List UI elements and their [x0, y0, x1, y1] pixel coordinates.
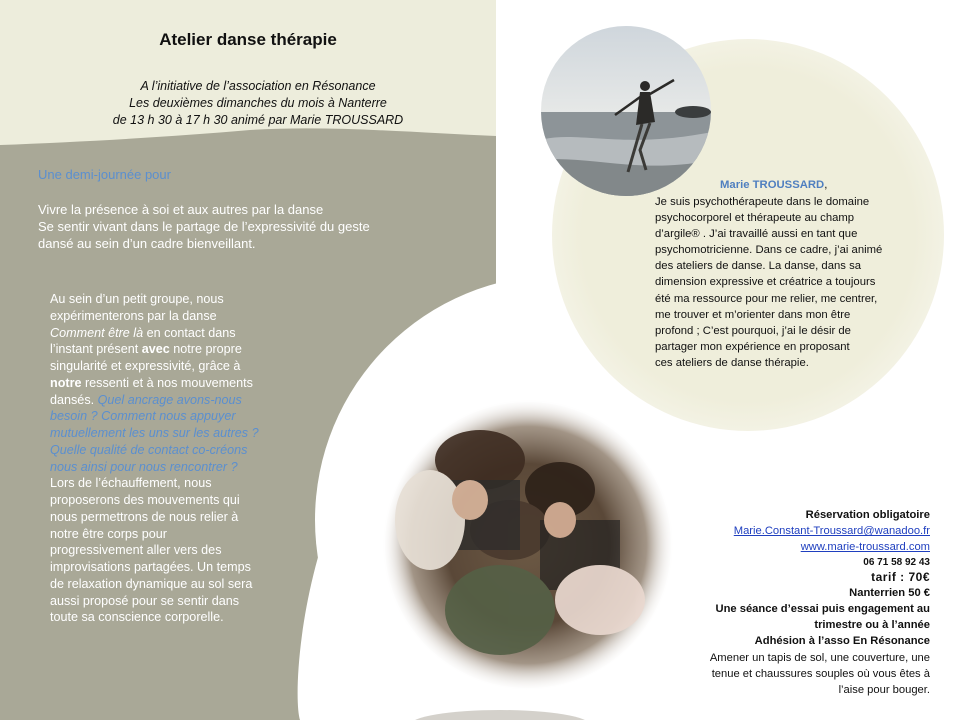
bio-line: d’argile® . J’ai travaillé aussi en tant que — [655, 228, 858, 241]
phone-number: 06 71 58 92 43 — [863, 556, 930, 568]
reservation-heading: Réservation obligatoire — [805, 509, 930, 521]
tarif: tarif : 70€ — [871, 569, 930, 584]
intro-text — [38, 201, 373, 252]
body-text-4: ressenti et à nos mouvements dansés. — [50, 375, 253, 407]
bio-name — [720, 179, 827, 191]
engagement-line: trimestre ou à l’année — [814, 619, 930, 632]
body-questions: Quel ancrage avons-nous besoin ? Comment nous appuyer mutuellement les uns sur les autres ? Quelle qualité de contact co-créons nous ainsi pour nous rencontrer ? — [50, 392, 259, 474]
subtitle-line: Les deuxièmes dimanches du mois à Nanterre — [129, 96, 387, 110]
subtitle — [80, 78, 436, 129]
bio-line: ces ateliers de danse thérapie. — [655, 356, 809, 369]
body-bold: avec — [141, 342, 170, 357]
bio-line: Je suis psychothérapeute dans le domaine — [655, 196, 870, 208]
bring-line: tenue et chaussures souples où vous êtes à — [711, 667, 930, 680]
bio-line: été ma ressource pour me relier, me centrer, — [655, 292, 878, 305]
body-text-5: Lors de l’échauffement, nous proposerons des mouvements qui nous permettrons de nous relier à notre être corps pour progressivement aller vers des improvisations partagées. Un temps de relaxation dynamique au sol sera aussi proposé pour se sentir dans toute sa conscience corporelle. — [50, 476, 253, 625]
bring-line: l’aise pour bouger. — [838, 684, 930, 697]
intro-line: Se sentir vivant dans le partage de l’expressivité du geste dansé au sein d’un cadre bienveillant. — [38, 219, 370, 251]
intro-heading: Une demi-journée pour — [38, 167, 171, 182]
subtitle-line: A l’initiative de l’association en Résonance — [140, 79, 376, 93]
email-link[interactable]: Marie.Constant-Troussard@wanadoo.fr — [733, 525, 930, 538]
intro-line: Vivre la présence à soi et aux autres par la danse — [38, 202, 324, 217]
body-text-1: Au sein d’un petit groupe, nous expérimenterons par la danse — [50, 292, 224, 323]
page-title: Atelier danse thérapie — [159, 30, 337, 49]
bio-line: me trouver et m’orienter dans mon être — [655, 308, 851, 321]
adhesion: Adhésion à l’asso En Résonance — [754, 635, 930, 648]
body-paragraph — [50, 291, 260, 626]
body-italic: Comment être là — [50, 325, 144, 340]
tarif-nanterrien: Nanterrien 50 € — [849, 586, 930, 599]
bio-text — [655, 194, 923, 371]
reservation-block — [710, 507, 930, 698]
bio-line: psychocorporel et thérapeute au champ — [655, 212, 855, 225]
website-link[interactable]: www.marie-troussard.com — [800, 541, 930, 554]
bio-line: dimension expressive et créatrice a toujours — [655, 276, 876, 289]
body-text-3: notre propre singularité et expressivité, grâce à — [50, 342, 242, 373]
bring-line: Amener un tapis de sol, une couverture, une — [709, 651, 930, 664]
subtitle-line: de 13 h 30 à 17 h 30 animé par Marie TROUSSARD — [112, 113, 404, 127]
bio-line: des ateliers de danse. La danse, dans sa — [655, 260, 861, 273]
engagement-line: Une séance d’essai puis engagement au — [715, 603, 930, 616]
bio-line: partager mon expérience en proposant — [655, 340, 850, 353]
bio-name-text: Marie TROUSSARD — [720, 179, 825, 191]
body-bold: notre — [50, 375, 82, 390]
bio-line: psychomotricienne. Dans ce cadre, j’ai animé — [655, 244, 883, 257]
bio-line: profond ; C’est pourquoi, j’ai le désir de — [655, 324, 851, 337]
body-text-2: en contact dans l’instant présent — [50, 325, 236, 357]
bio-name-comma: , — [824, 179, 828, 191]
